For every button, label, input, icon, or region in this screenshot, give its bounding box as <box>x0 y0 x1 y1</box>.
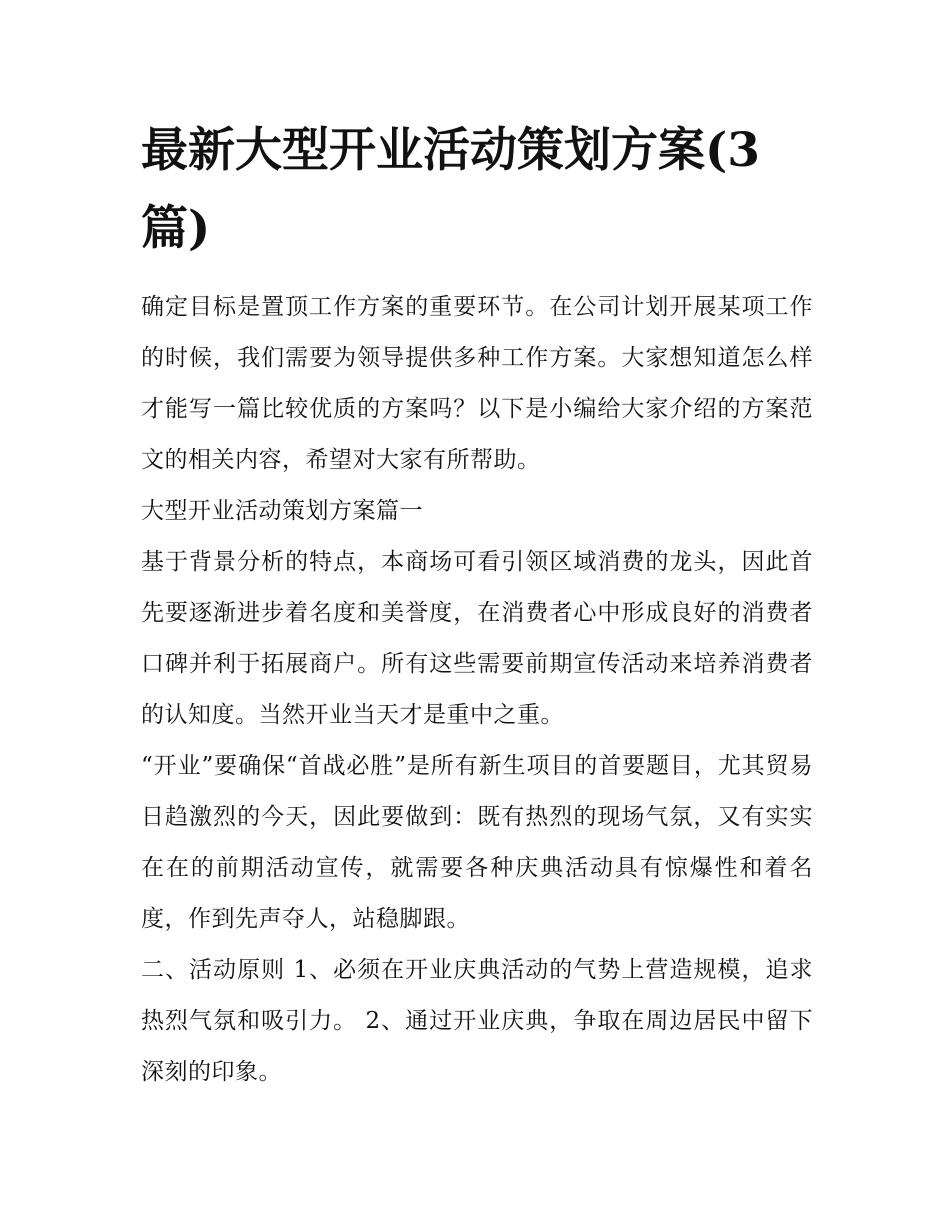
document-title: 最新大型开业活动策划方案(3篇) <box>141 123 760 256</box>
document-page <box>141 112 813 1098</box>
body-paragraph: 基于背景分析的特点，本商场可看引领区域消费的龙头，因此首先要逐渐进步着名度和美誉度，在消费者心中形成良好的消费者口碑并利于拓展商户。所有这些需要前期宣传活动来培养消费者的认知度。当然开业当天才是重中之重。 <box>141 549 813 728</box>
body-paragraph: 二、活动原则 1、必须在开业庆典活动的气势上营造规模，追求热烈气氛和吸引力。 2、通过开业庆典，争取在周边居民中留下深刻的印象。 <box>141 957 813 1085</box>
body-paragraph: “开业”要确保“首战必胜”是所有新生项目的首要题目，尤其贸易日趋激烈的今天，因此要做到：既有热烈的现场气氛，又有实实在在的前期活动宣传，就需要各种庆典活动具有惊爆性和着名度，作到先声夺人，站稳脚跟。 <box>141 753 813 932</box>
section-heading: 大型开业活动策划方案篇一 <box>141 498 423 524</box>
document-body <box>141 282 813 1098</box>
intro-paragraph: 确定目标是置顶工作方案的重要环节。在公司计划开展某项工作的时候，我们需要为领导提供多种工作方案。大家想知道怎么样才能写一篇比较优质的方案吗？以下是小编给大家介绍的方案范文的相关内容，希望对大家有所帮助。 <box>141 294 813 473</box>
